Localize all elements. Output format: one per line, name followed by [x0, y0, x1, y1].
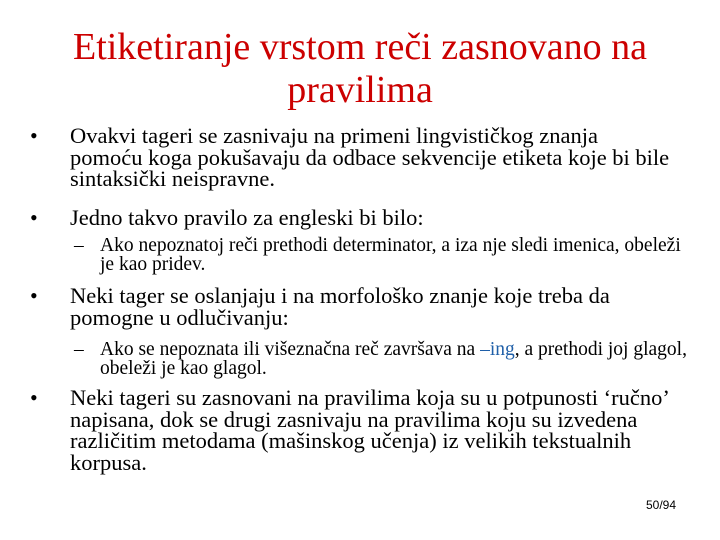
slide-title — [20, 26, 700, 112]
bullet-item-4-text: Neki tageri su zasnovani na pravilima koja su u potpunosti ‘ručno’ napisana, dok se drugi zasnivaju na pravilima koju su izvedena različitim metodama (mašinskog učenja) iz velikih tekstualnih korpusa. — [70, 385, 669, 475]
bullet-icon: • — [30, 385, 38, 410]
bullet-icon: • — [30, 123, 38, 148]
dash-icon: – — [74, 339, 84, 360]
bullet-item-3 — [30, 283, 670, 330]
bullet-item-3-text: Neki tager se oslanjaju i na morfološko znanje koje treba da pomogne u odlučivanju: — [70, 283, 610, 330]
bullet-item-4 — [30, 385, 670, 475]
bullet-icon: • — [30, 205, 38, 230]
slide-title-line-1: Etiketiranje vrstom reči zasnovano na — [72, 26, 647, 68]
sub-item-2-text: Ako nepoznatoj reči prethodi determinator, a iza nje sledi imenica, obeleži je kao pridev. — [100, 235, 681, 275]
bullet-item-1 — [30, 123, 670, 191]
sub-item-3-text-before: Ako se nepoznata ili višeznačna reč završava na — [100, 339, 481, 360]
page-number: 50/94 — [645, 498, 676, 512]
sub-item-3-text-after: , a prethodi joj glagol, obeleži je kao glagol. — [100, 339, 687, 379]
sub-item-2 — [74, 235, 690, 275]
slide-title-line-2: pravilima — [287, 69, 433, 111]
dash-icon: – — [74, 235, 84, 256]
bullet-icon: • — [30, 283, 38, 308]
sub-item-3 — [74, 339, 690, 379]
highlighted-suffix: –ing — [480, 339, 515, 360]
bullet-item-1-text: Ovakvi tageri se zasnivaju na primeni lingvističkog znanja pomoću koga pokušavaju da odbace sekvencije etiketa koje bi bile sintaksički neispravne. — [70, 123, 670, 191]
bullet-item-2-text: Jedno takvo pravilo za engleski bi bilo: — [70, 205, 424, 230]
bullet-item-2 — [30, 205, 670, 230]
